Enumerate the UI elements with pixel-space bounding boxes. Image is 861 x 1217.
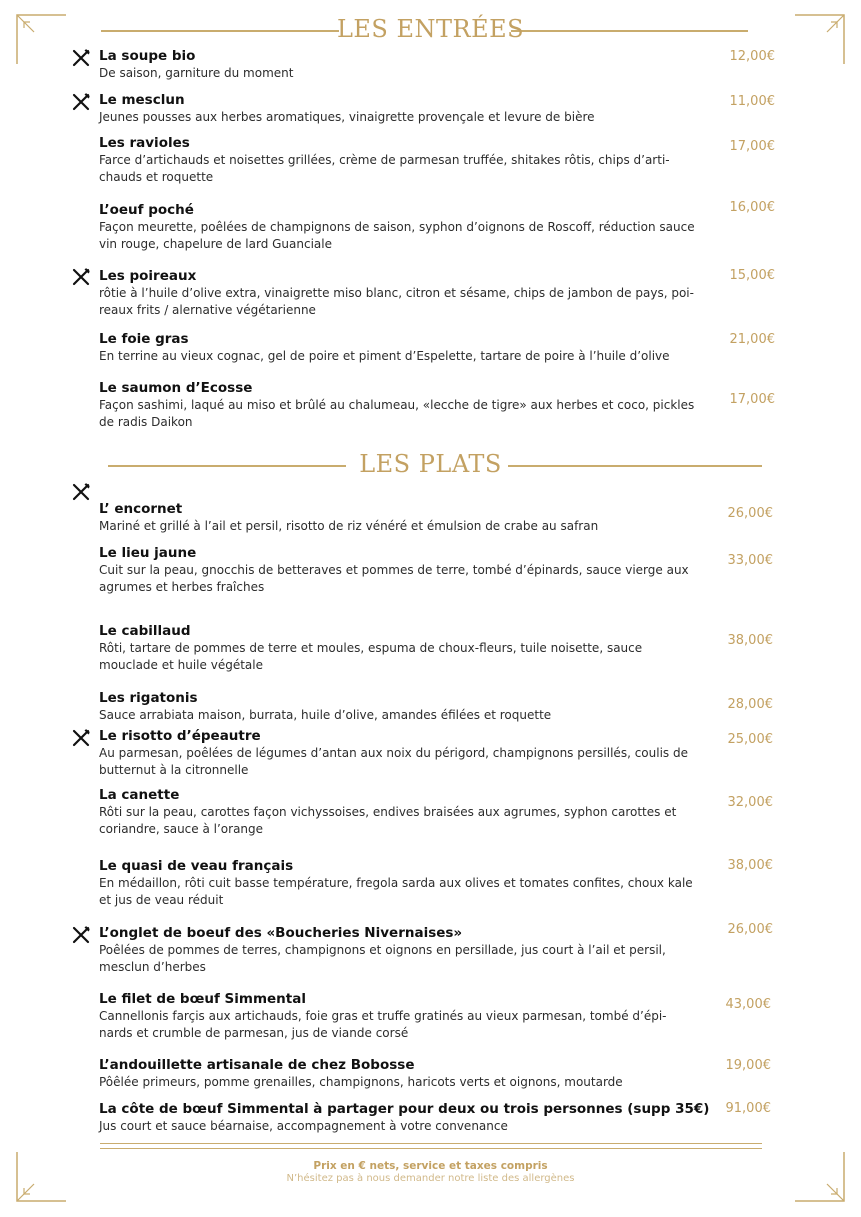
menu-item [99, 92, 699, 126]
menu-item [99, 268, 699, 319]
dish-description: Rôti sur la peau, carottes façon vichyssoises, endives braisées aux agrumes, syphon carottes et coriandre, sauce à l’orange [99, 805, 677, 836]
dish-name: L’andouillette artisanale de chez Bobosse [99, 1057, 415, 1073]
dish-price: 12,00€ [729, 49, 775, 64]
menu-item [99, 728, 699, 779]
dish-description: Façon meurette, poêlées de champignons de saison, syphon d’oignons de Roscoff, réduction sauce vin rouge, chapelure de lard Guanciale [99, 220, 695, 251]
footer-allergen-note: N’hésitez pas à nous demander notre liste des allergènes [286, 1173, 575, 1184]
section-title: LES ENTRÉES [336, 15, 525, 43]
dish-description: Pôêlée primeurs, pomme grenailles, champignons, haricots verts et oignons, moutarde [99, 1075, 623, 1089]
dish-description: Jus court et sauce béarnaise, accompagnement à votre convenance [99, 1119, 508, 1133]
menu-item [99, 1057, 699, 1091]
dish-description: Rôti, tartare de pommes de terre et moules, espuma de choux-fleurs, tuile noisette, sauce mouclade et huile végétale [99, 641, 643, 672]
dish-name: Le foie gras [99, 331, 189, 347]
dish-name: Le mesclun [99, 92, 185, 108]
dish-price: 16,00€ [729, 200, 775, 215]
dish-price: 38,00€ [727, 633, 773, 648]
menu-item [99, 545, 699, 596]
section-heading-entrees [0, 15, 861, 45]
dish-name: Les rigatonis [99, 690, 198, 706]
dish-price: 28,00€ [727, 697, 773, 712]
dish-description: Façon sashimi, laqué au miso et brûlé au chalumeau, «lecche de tigre» aux herbes et coco, pickles de radis Daikon [99, 398, 695, 429]
menu-item [99, 331, 699, 365]
dish-price: 43,00€ [725, 997, 771, 1012]
menu-item [99, 690, 699, 724]
dish-name: Le filet de bœuf Simmental [99, 991, 306, 1007]
dish-description: Farce d’artichauds et noisettes grillées, crème de parmesan truffée, shitakes rôtis, chips d’arti-chauds et roquette [99, 153, 670, 184]
dish-price: 11,00€ [729, 94, 775, 109]
dish-price: 21,00€ [729, 332, 775, 347]
fork-knife-icon [71, 483, 91, 501]
dish-price: 17,00€ [729, 139, 775, 154]
dish-description: Cuit sur la peau, gnocchis de betteraves et pommes de terre, tombé d’épinards, sauce vierge aux agrumes et herbes fraîches [99, 563, 689, 594]
section-title: LES PLATS [359, 450, 502, 478]
menu-item [99, 202, 699, 253]
menu-item [99, 48, 699, 82]
footer-rule [100, 1148, 762, 1149]
menu-item [99, 135, 699, 186]
dish-name: Les poireaux [99, 268, 197, 284]
dish-name: La soupe bio [99, 48, 196, 64]
fork-knife-icon [71, 729, 91, 747]
fork-knife-icon [71, 926, 91, 944]
dish-name: Les ravioles [99, 135, 190, 151]
dish-description: rôtie à l’huile d’olive extra, vinaigrette miso blanc, citron et sésame, chips de jambon de pays, poi-reaux frits / alernative végétarienne [99, 286, 694, 317]
menu-item [99, 380, 699, 431]
dish-name: L’oeuf poché [99, 202, 194, 218]
dish-name: Le cabillaud [99, 623, 191, 639]
dish-price: 91,00€ [725, 1101, 771, 1116]
menu-item [99, 991, 699, 1042]
dish-price: 38,00€ [727, 858, 773, 873]
footer [0, 1160, 861, 1184]
fork-knife-icon [71, 268, 91, 286]
menu-item [99, 1101, 710, 1135]
dish-name: La côte de bœuf Simmental à partager pour deux ou trois personnes (supp 35€) [99, 1101, 710, 1117]
footer-price-note: Prix en € nets, service et taxes compris [313, 1160, 548, 1172]
dish-price: 26,00€ [727, 506, 773, 521]
section-heading-plats [0, 450, 861, 480]
menu-item [99, 501, 699, 535]
fork-knife-icon [71, 49, 91, 67]
dish-name: Le risotto d’épeautre [99, 728, 261, 744]
dish-price: 15,00€ [729, 268, 775, 283]
footer-rule [100, 1143, 762, 1144]
dish-description: De saison, garniture du moment [99, 66, 294, 80]
dish-description: Jeunes pousses aux herbes aromatiques, vinaigrette provençale et levure de bière [99, 110, 595, 124]
dish-price: 25,00€ [727, 732, 773, 747]
dish-price: 32,00€ [727, 795, 773, 810]
dish-description: Sauce arrabiata maison, burrata, huile d’olive, amandes éfilées et roquette [99, 708, 552, 722]
dish-price: 33,00€ [727, 553, 773, 568]
dish-name: Le quasi de veau français [99, 858, 294, 874]
dish-description: En médaillon, rôti cuit basse température, fregola sarda aux olives et tomates confites, choux kale et jus de veau réduit [99, 876, 693, 907]
dish-name: L’onglet de boeuf des «Boucheries Nivernaises» [99, 925, 463, 941]
dish-description: Mariné et grillé à l’ail et persil, risotto de riz vénéré et émulsion de crabe au safran [99, 519, 599, 533]
menu-item [99, 925, 699, 976]
dish-description: Au parmesan, poêlées de légumes d’antan aux noix du périgord, champignons persillés, coulis de butternut à la citronnelle [99, 746, 688, 777]
menu-item [99, 858, 699, 909]
menu-item [99, 623, 699, 674]
dish-description: En terrine au vieux cognac, gel de poire et piment d’Espelette, tartare de poire à l’huile d’olive [99, 349, 670, 363]
dish-price: 17,00€ [729, 392, 775, 407]
dish-name: La canette [99, 787, 180, 803]
dish-name: Le lieu jaune [99, 545, 197, 561]
dish-name: Le saumon d’Ecosse [99, 380, 253, 396]
dish-description: Cannellonis farçis aux artichauds, foie gras et truffe gratinés au vieux parmesan, tombé d’épi-nards et crumble de parmesan, jus de viande corsé [99, 1009, 667, 1040]
dish-description: Poêlées de pommes de terres, champignons et oignons en persillade, jus court à l’ail et persil, mesclun d’herbes [99, 943, 666, 974]
menu-item [99, 787, 699, 838]
dish-price: 19,00€ [725, 1058, 771, 1073]
dish-name: L’ encornet [99, 501, 183, 517]
fork-knife-icon [71, 93, 91, 111]
dish-price: 26,00€ [727, 922, 773, 937]
